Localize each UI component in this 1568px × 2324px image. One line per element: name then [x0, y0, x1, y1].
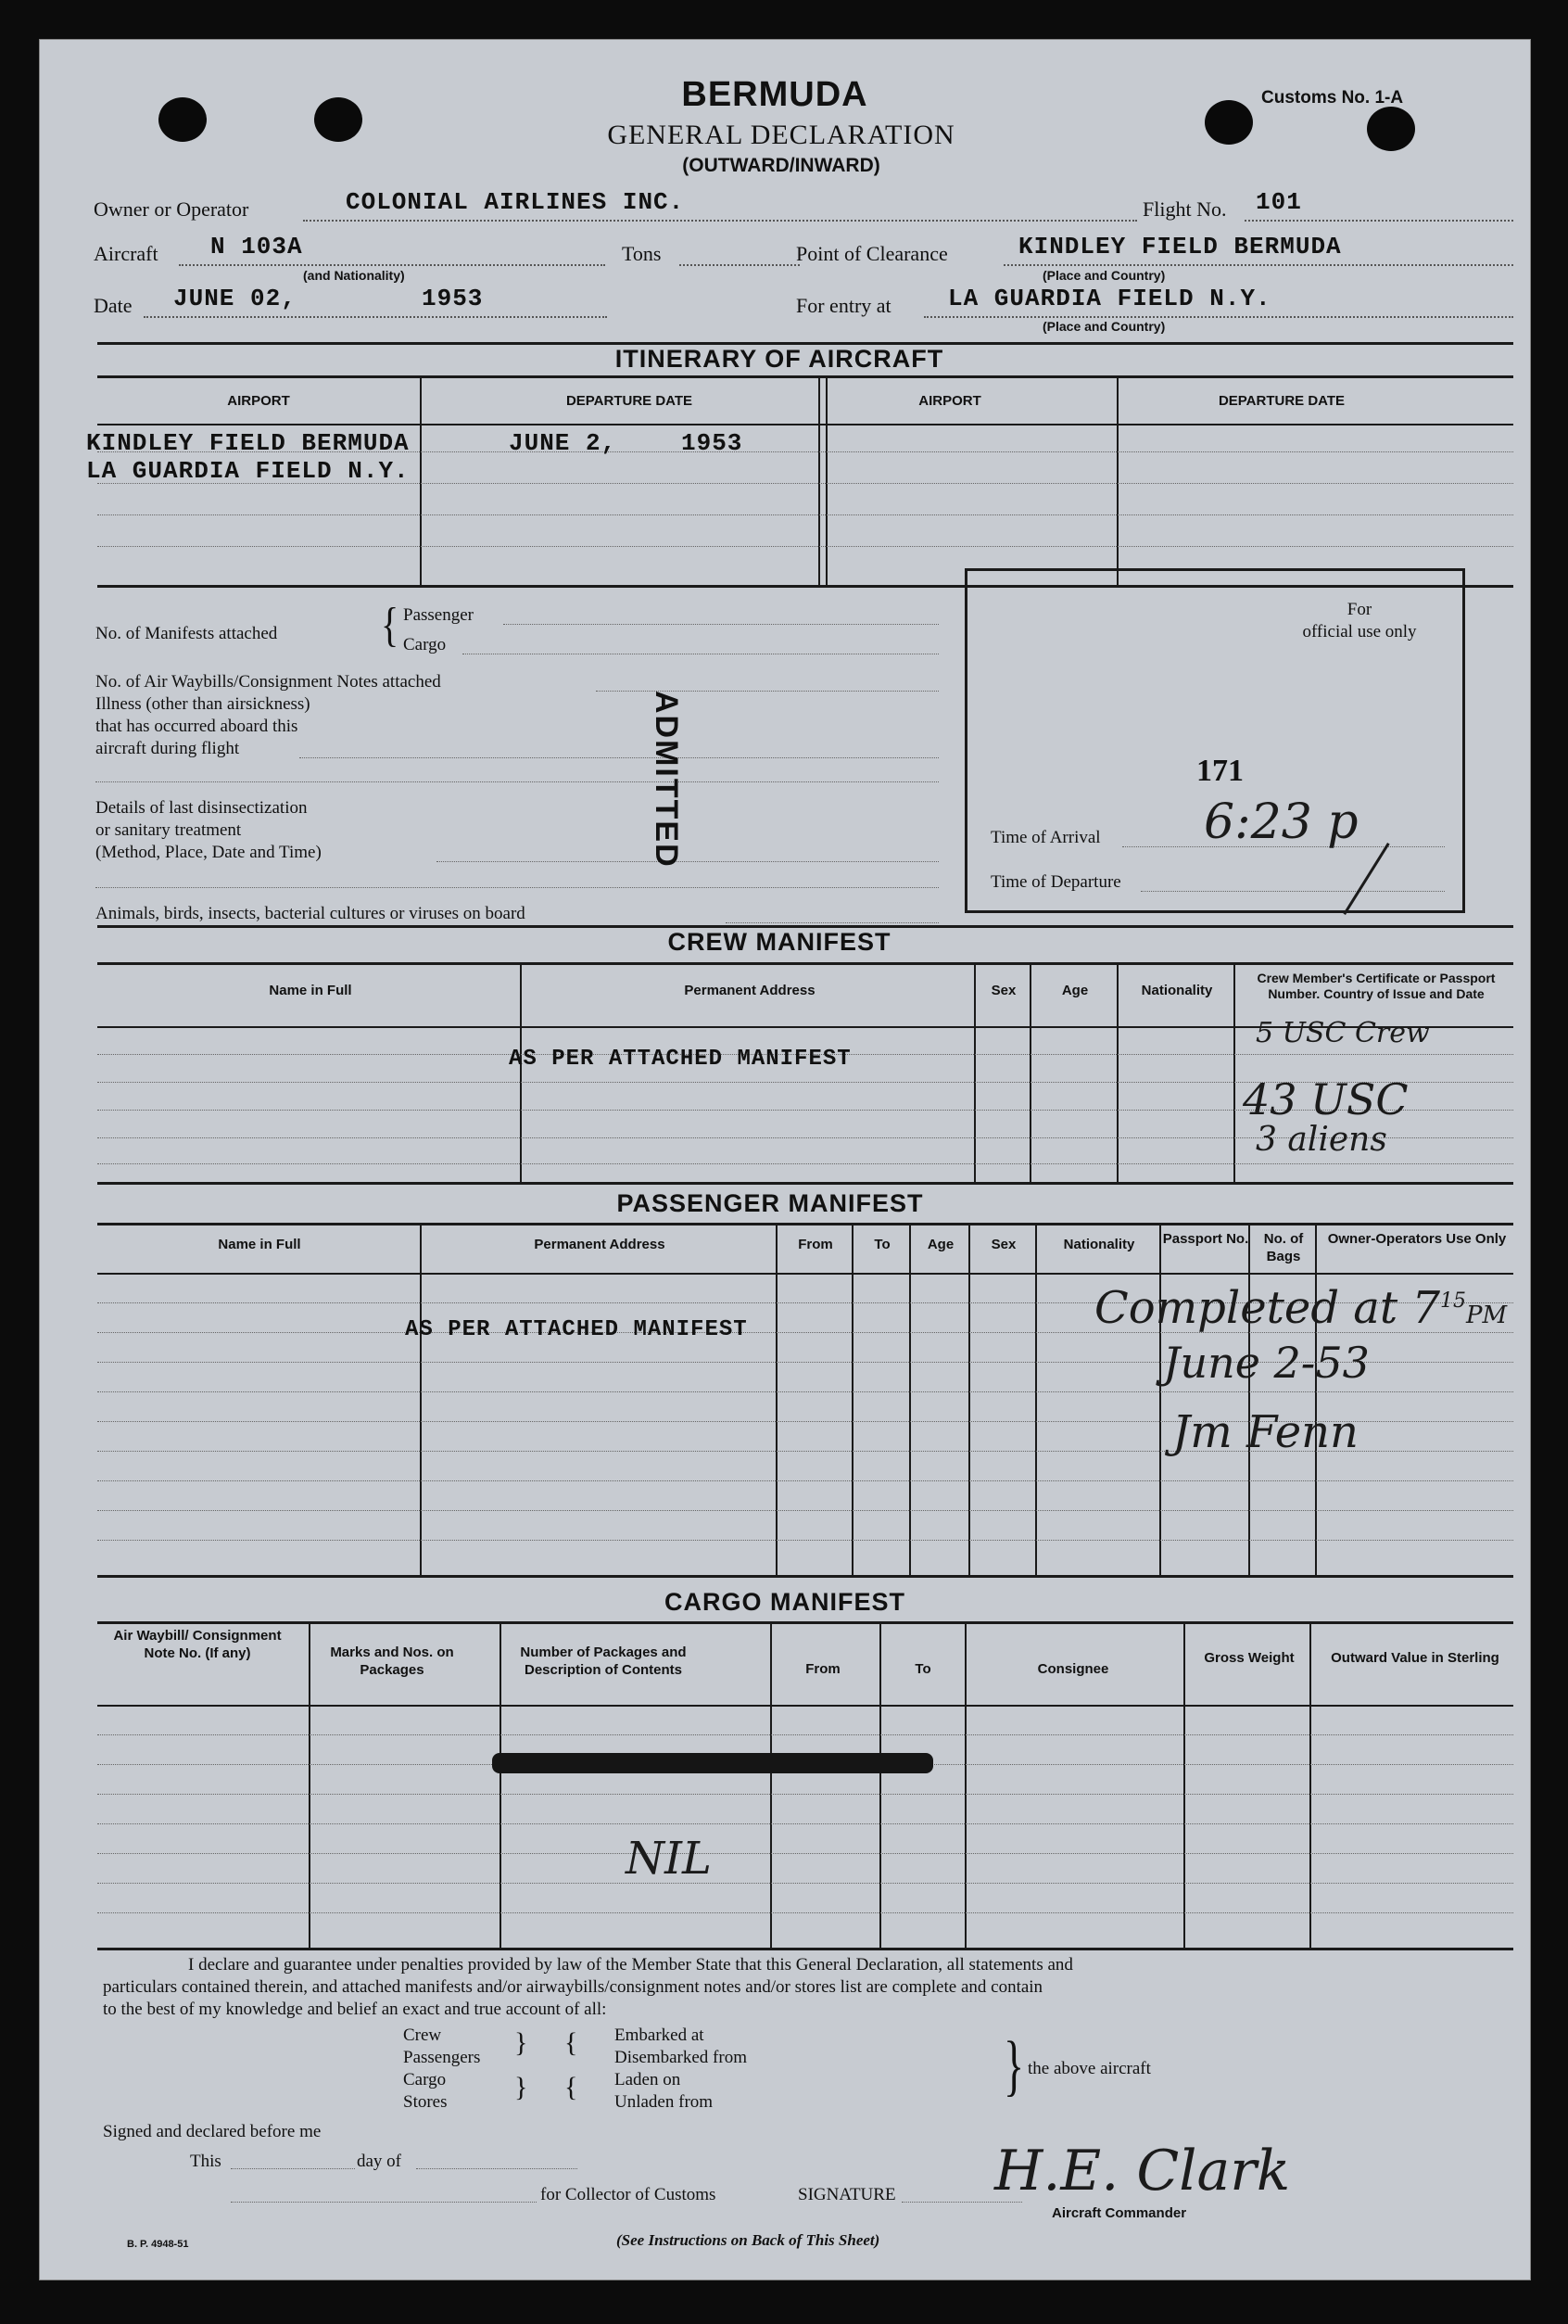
decl-brace-4: { — [564, 2072, 578, 2102]
passenger-hand-date: June 2-53 — [1163, 1338, 1370, 1388]
passenger-divider — [776, 1225, 778, 1575]
clearance-value: KINDLEY FIELD BERMUDA — [1018, 233, 1342, 260]
collector-rule — [231, 2202, 537, 2203]
cargo-divider — [499, 1623, 501, 1948]
passenger-col-age: Age — [927, 1237, 955, 1252]
aircraft-value: N 103A — [210, 233, 303, 260]
passenger-col-name: Name in Full — [218, 1237, 301, 1252]
passenger-divider — [420, 1225, 422, 1575]
cargo-col-to: To — [915, 1661, 931, 1677]
passenger-divider — [852, 1225, 854, 1575]
decl-cargo: Cargo — [403, 2070, 447, 2089]
admitted-stamp: ADMITTED — [649, 691, 684, 869]
passenger-row-rule — [97, 1391, 1513, 1392]
disinsect-line-1: Details of last disinsectization — [95, 798, 308, 818]
cargo-divider — [1309, 1623, 1311, 1948]
manifest-passenger-label: Passenger — [403, 605, 474, 625]
official-label-1: For — [1347, 600, 1372, 619]
clearance-note: (Place and Country) — [1043, 268, 1166, 283]
manifest-cargo-label: Cargo — [403, 635, 447, 654]
illness-rule — [299, 757, 939, 758]
declaration-line-3: to the best of my knowledge and belief an exact and true account of all: — [103, 2000, 607, 2019]
tons-rule — [679, 264, 800, 266]
itinerary-year-1: 1953 — [681, 429, 743, 457]
decl-brace-1: } — [514, 2027, 528, 2058]
tons-label: Tons — [622, 242, 662, 265]
itinerary-col-date-1: DEPARTURE DATE — [565, 393, 693, 409]
passenger-col-passport: Passport No. — [1162, 1231, 1249, 1247]
collector-label: for Collector of Customs — [540, 2185, 716, 2204]
punch-hole-right-1 — [1205, 100, 1253, 145]
waybills-label: No. of Air Waybills/Consignment Notes attached — [95, 672, 441, 692]
animals-label: Animals, birds, insects, bacterial cultures or viruses on board — [95, 904, 525, 923]
disinsect-rule — [95, 887, 939, 888]
decl-above-aircraft: the above aircraft — [1028, 2059, 1151, 2078]
passenger-typed-note: AS PER ATTACHED MANIFEST — [405, 1317, 748, 1342]
itinerary-date-1: JUNE 2, — [509, 429, 617, 457]
passenger-col-nationality: Nationality — [1063, 1237, 1135, 1252]
clearance-label: Point of Clearance — [796, 242, 948, 265]
passenger-hand-initials: Jm Fenn — [1172, 1406, 1359, 1458]
passenger-col-to: To — [874, 1237, 891, 1252]
passenger-col-address: Permanent Address — [534, 1237, 665, 1252]
entry-rule — [924, 316, 1513, 318]
punch-hole-left-1 — [158, 97, 207, 142]
completed-unit: PM — [1466, 1302, 1508, 1329]
crew-divider — [1030, 964, 1031, 1183]
passenger-row-rule — [97, 1480, 1513, 1481]
form-code: B. P. 4948-51 — [127, 2239, 189, 2250]
illness-line-2: that has occurred aboard this — [95, 717, 298, 736]
customs-form-number: Customs No. 1-A — [1261, 88, 1404, 108]
commander-signature: H.E. Clark — [994, 2139, 1291, 2203]
crew-hand-1: 5 USC Crew — [1256, 1017, 1430, 1049]
instructions-note: (See Instructions on Back of This Sheet) — [616, 2231, 880, 2249]
crew-header-rule — [97, 962, 1513, 965]
crew-divider — [520, 964, 522, 1183]
animals-rule — [726, 922, 939, 923]
itinerary-divider — [1117, 377, 1119, 585]
decl-brace-3: { — [564, 2027, 578, 2058]
itinerary-heading: ITINERARY OF AIRCRAFT — [614, 345, 944, 373]
cargo-divider — [965, 1623, 967, 1948]
disinsect-line-3: (Method, Place, Date and Time) — [95, 843, 322, 862]
passenger-rule — [503, 624, 939, 625]
cargo-heading: CARGO MANIFEST — [664, 1588, 905, 1616]
decl-brace-big: } — [1004, 2026, 1025, 2103]
arrival-handwritten: 6:23 p — [1204, 794, 1359, 850]
itinerary-divider — [818, 377, 820, 585]
decl-stores: Stores — [403, 2092, 448, 2112]
punch-hole-left-2 — [314, 97, 362, 142]
date-label: Date — [94, 294, 133, 317]
owner-value: COLONIAL AIRLINES INC. — [346, 188, 685, 216]
itinerary-col-date-2: DEPARTURE DATE — [1218, 393, 1346, 409]
form-title: BERMUDA — [681, 75, 868, 114]
passenger-divider — [1035, 1225, 1037, 1575]
date-rule — [144, 316, 607, 318]
cargo-col-from: From — [805, 1661, 841, 1677]
cargo-row-rule — [97, 1794, 1513, 1795]
signature-label: SIGNATURE — [798, 2185, 896, 2204]
entry-label: For entry at — [796, 294, 891, 317]
commander-label: Aircraft Commander — [1052, 2205, 1187, 2221]
cargo-bottom-rule — [97, 1948, 1513, 1950]
crew-divider — [1233, 964, 1235, 1183]
cargo-hand-nil: NIL — [626, 1833, 712, 1885]
owner-label: Owner or Operator — [94, 197, 249, 221]
crew-divider — [974, 964, 976, 1183]
itinerary-airport-1: KINDLEY FIELD BERMUDA — [86, 429, 410, 457]
passenger-divider — [1159, 1225, 1161, 1575]
arrival-label: Time of Arrival — [991, 828, 1101, 847]
general-declaration-form — [39, 39, 1531, 2280]
this-rule — [231, 2168, 355, 2169]
crew-col-nationality: Nationality — [1141, 983, 1213, 998]
passenger-bottom-rule — [97, 1575, 1513, 1578]
clearance-rule — [1004, 264, 1513, 266]
itinerary-col-airport-1: AIRPORT — [227, 393, 290, 409]
passenger-col-from: From — [798, 1237, 833, 1252]
punch-hole-right-2 — [1367, 107, 1415, 151]
manifests-brace: { — [381, 597, 399, 652]
illness-line-1: Illness (other than airsickness) — [95, 694, 310, 714]
cargo-row-rule — [97, 1705, 1513, 1707]
decl-passengers: Passengers — [403, 2048, 481, 2067]
passenger-header-rule — [97, 1223, 1513, 1225]
crew-hand-3: 3 aliens — [1256, 1121, 1387, 1159]
form-direction: (OUTWARD/INWARD) — [682, 155, 880, 176]
passenger-hand-completed — [1094, 1282, 1507, 1334]
cargo-col-weight: Gross Weight — [1204, 1650, 1295, 1666]
itinerary-row-rule — [97, 514, 1513, 515]
cargo-row-rule — [97, 1823, 1513, 1824]
crew-col-certificate: Crew Member's Certificate or Passport Number. Country of Issue and Date — [1257, 971, 1496, 1001]
passenger-col-owner-use: Owner-Operators Use Only — [1327, 1231, 1507, 1247]
decl-laden: Laden on — [614, 2070, 681, 2089]
passenger-heading: PASSENGER MANIFEST — [616, 1189, 924, 1217]
cargo-row-rule — [97, 1853, 1513, 1854]
aircraft-rule — [179, 264, 605, 266]
cargo-row-rule — [97, 1734, 1513, 1735]
passenger-col-bags: No. of Bags — [1263, 1231, 1304, 1264]
itinerary-header-rule — [97, 375, 1513, 378]
flight-rule — [1245, 220, 1513, 222]
passenger-divider — [909, 1225, 911, 1575]
cargo-row-rule — [97, 1883, 1513, 1884]
decl-crew: Crew — [403, 2026, 442, 2045]
cargo-divider — [1183, 1623, 1185, 1948]
official-label-2: official use only — [1302, 622, 1417, 641]
crew-divider — [1117, 964, 1119, 1183]
passenger-col-sex: Sex — [991, 1237, 1017, 1252]
illness-rule — [95, 781, 939, 782]
flight-value: 101 — [1256, 188, 1302, 216]
cargo-col-consignee: Consignee — [1037, 1661, 1109, 1677]
crew-typed-note: AS PER ATTACHED MANIFEST — [509, 1047, 852, 1072]
date-year: 1953 — [422, 285, 484, 312]
completed-text: Completed at 7 — [1094, 1282, 1441, 1334]
crew-col-address: Permanent Address — [684, 983, 816, 998]
crew-heading: CREW MANIFEST — [667, 928, 891, 956]
cargo-row-rule — [97, 1912, 1513, 1913]
crew-col-sex: Sex — [991, 983, 1017, 998]
owner-rule — [303, 220, 1137, 222]
manifests-label: No. of Manifests attached — [95, 624, 278, 643]
flight-label: Flight No. — [1143, 197, 1227, 221]
cargo-divider — [309, 1623, 310, 1948]
day-of-label: day of — [357, 2152, 402, 2171]
form-subtitle: GENERAL DECLARATION — [607, 120, 955, 150]
decl-brace-2: } — [514, 2072, 528, 2102]
entry-note: (Place and Country) — [1043, 319, 1166, 334]
disinsect-rule — [436, 861, 939, 862]
entry-value: LA GUARDIA FIELD N.Y. — [948, 285, 1271, 312]
passenger-row-rule — [97, 1273, 1513, 1275]
crew-hand-2: 43 USC — [1243, 1074, 1409, 1124]
completed-minutes: 15 — [1440, 1289, 1467, 1313]
crew-col-age: Age — [1061, 983, 1089, 998]
passenger-row-rule — [97, 1540, 1513, 1541]
itinerary-divider — [826, 377, 828, 585]
departure-label: Time of Departure — [991, 872, 1121, 892]
crew-bottom-rule — [97, 1182, 1513, 1185]
aircraft-note: (and Nationality) — [303, 268, 405, 283]
passenger-divider — [1315, 1225, 1317, 1575]
itinerary-airport-2: LA GUARDIA FIELD N.Y. — [86, 457, 410, 485]
day-rule — [416, 2168, 577, 2169]
itinerary-row-rule — [97, 546, 1513, 547]
official-use-box — [965, 568, 1465, 913]
passenger-divider — [968, 1225, 970, 1575]
cargo-divider — [879, 1623, 881, 1948]
cargo-col-description: Number of Packages and Description of Contents — [520, 1645, 687, 1678]
cargo-col-value: Outward Value in Sterling — [1331, 1650, 1499, 1666]
decl-unladen: Unladen from — [614, 2092, 714, 2112]
illness-line-3: aircraft during flight — [95, 739, 240, 758]
cargo-redaction — [492, 1753, 933, 1773]
decl-disembarked: Disembarked from — [614, 2048, 747, 2067]
itinerary-row-rule — [97, 424, 1513, 425]
cargo-divider — [770, 1623, 772, 1948]
passenger-row-rule — [97, 1510, 1513, 1511]
itinerary-divider — [420, 377, 422, 585]
aircraft-label: Aircraft — [94, 242, 158, 265]
crew-row-rule — [97, 1163, 1513, 1164]
itinerary-col-airport-2: AIRPORT — [918, 393, 981, 409]
passenger-divider — [1248, 1225, 1250, 1575]
disinsect-line-2: or sanitary treatment — [95, 820, 242, 840]
this-label: This — [190, 2152, 221, 2171]
departure-rule — [1141, 891, 1445, 892]
date-value: JUNE 02, — [173, 285, 297, 312]
decl-embarked: Embarked at — [614, 2026, 704, 2045]
signed-label: Signed and declared before me — [103, 2122, 322, 2141]
official-number: 171 — [1196, 754, 1244, 788]
declaration-line-1: I declare and guarantee under penalties provided by law of the Member State that this General Declaration, all statements and — [188, 1955, 1073, 1975]
cargo-col-marks: Marks and Nos. on Packages — [330, 1645, 454, 1678]
declaration-line-2: particulars contained therein, and attached manifests and/or airwaybills/consignment notes and/or stores list are complete and contain — [103, 1977, 1043, 1997]
cargo-col-waybill: Air Waybill/ Consignment Note No. (If any) — [113, 1628, 282, 1661]
crew-col-name: Name in Full — [269, 983, 352, 998]
